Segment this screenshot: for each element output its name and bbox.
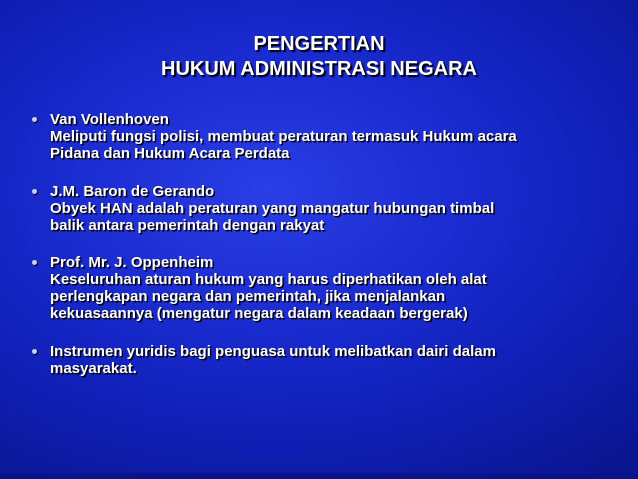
bullet-heading: Prof. Mr. J. Oppenheim — [50, 254, 214, 271]
bullet-heading: Instrumen yuridis bagi penguasa untuk melibatkan dairi dalam — [50, 343, 496, 360]
bullet-dot-icon — [32, 349, 37, 354]
slide-title — [0, 32, 638, 82]
bullet-van-vollenhoven — [28, 111, 628, 162]
bullet-list — [28, 111, 628, 377]
bottom-band — [0, 473, 638, 479]
title-line-2: HUKUM ADMINISTRASI NEGARA — [161, 58, 477, 80]
bullet-oppenheim — [28, 254, 628, 322]
bullet-text-line: perlengkapan negara dan pemerintah, jika menjalankan — [50, 288, 446, 305]
title-line-1: PENGERTIAN — [253, 33, 385, 55]
bullet-text-line: balik antara pemerintah dengan rakyat — [50, 217, 325, 234]
bullet-instrumen-yuridis — [28, 343, 628, 377]
bullet-text-line: Pidana dan Hukum Acara Perdata — [50, 145, 290, 162]
bullet-dot-icon — [32, 189, 37, 194]
bullet-heading: Van Vollenhoven — [50, 111, 169, 128]
bullet-text-line: Obyek HAN adalah peraturan yang mangatur hubungan timbal — [50, 200, 495, 217]
bullet-text-line: Keseluruhan aturan hukum yang harus diperhatikan oleh alat — [50, 271, 487, 288]
bullet-text-line: masyarakat. — [50, 360, 137, 377]
bullet-baron-de-gerando — [28, 183, 628, 234]
bullet-dot-icon — [32, 260, 37, 265]
bullet-heading: J.M. Baron de Gerando — [50, 183, 215, 200]
bullet-dot-icon — [32, 117, 37, 122]
bullet-text-line: Meliputi fungsi polisi, membuat peraturan termasuk Hukum acara — [50, 128, 517, 145]
bullet-text-line: kekuasaannya (mengatur negara dalam keadaan bergerak) — [50, 305, 468, 322]
